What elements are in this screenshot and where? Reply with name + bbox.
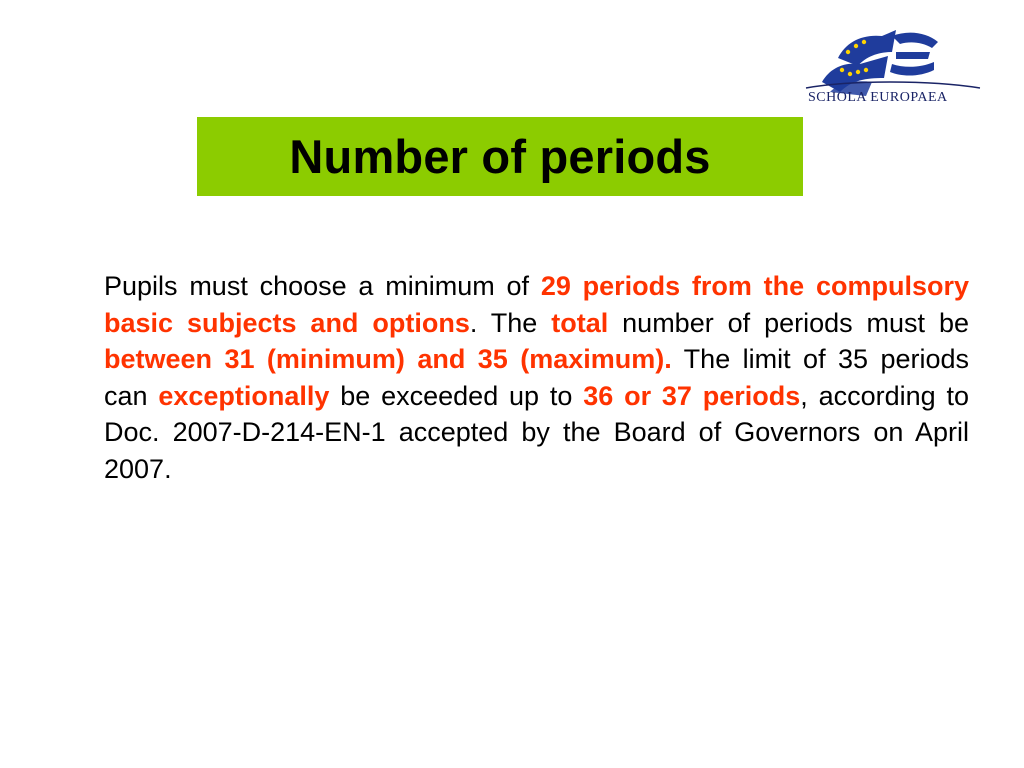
body-segment: be exceeded up to	[329, 380, 584, 411]
title-box	[197, 117, 803, 196]
highlight-range: between 31 (minimum) and 35 (maximum).	[104, 344, 672, 374]
schola-europaea-logo-icon	[800, 22, 984, 106]
svg-text:SCHOLA EUROPAEA: SCHOLA EUROPAEA	[808, 90, 948, 105]
body-segment: Pupils must choose a minimum of	[104, 271, 541, 301]
body-segment: number of periods must be	[608, 307, 970, 338]
highlight-exceptionally: exceptionally	[158, 380, 330, 411]
body-segment: The limit of 35 periods can	[104, 344, 970, 411]
slide-title: Number of periods	[289, 130, 711, 183]
highlight-36-37: 36 or 37 periods	[583, 380, 801, 411]
body-segment: , according to Doc. 2007-D-214-EN-1 accepted by the Board of Governors on April 2007.	[104, 380, 969, 484]
highlight-total: total	[551, 307, 609, 338]
body-paragraph	[104, 268, 969, 487]
highlight-29-periods: 29 periods from the compulsory basic subjects and options	[104, 271, 969, 338]
body-segment: . The	[469, 307, 552, 338]
